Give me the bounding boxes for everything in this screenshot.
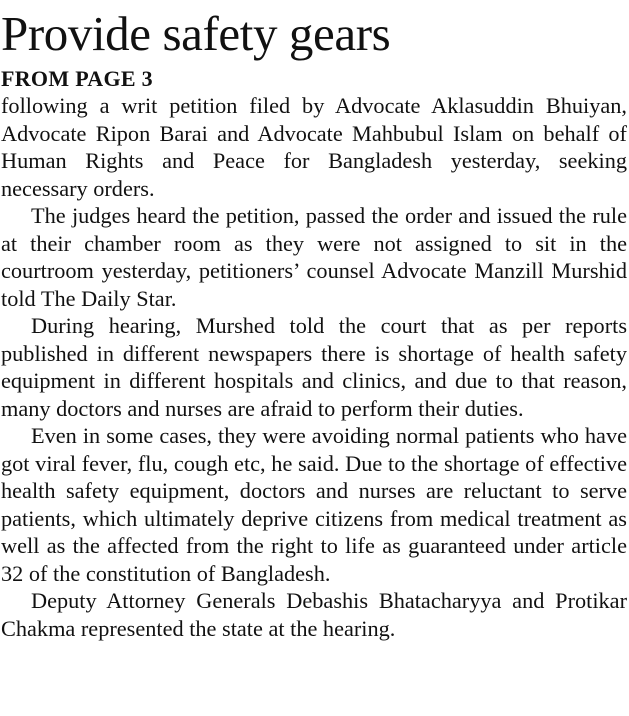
paragraph: Even in some cases, they were avoiding normal patients who have got viral fever, flu, cough etc, he said. Due to the shortage of effective health safety equipment, doctors and nurses are reluctant to serve patients, which ultimately deprive citizens from medical treatment as well as the affected from the right to life as guaranteed under article 32 of the constitution of Bangladesh. [1, 423, 627, 586]
paragraph: following a writ petition filed by Advocate Aklasuddin Bhuiyan, Advocate Ripon Barai and Advocate Mahbubul Islam on behalf of Human Rights and Peace for Bangladesh yesterday, seeking necessary orders. [1, 93, 627, 201]
paragraph: Deputy Attorney Generals Debashis Bhatacharyya and Protikar Chakma represented the state at the hearing. [1, 588, 627, 641]
continuation-label: FROM PAGE 3 [1, 66, 153, 91]
article-body [1, 92, 627, 642]
news-article [1, 4, 627, 642]
paragraph: During hearing, Murshed told the court that as per reports published in different newspapers there is shortage of health safety equipment in different hospitals and clinics, and due to that reason, many doctors and nurses are afraid to perform their duties. [1, 313, 627, 421]
headline: Provide safety gears [1, 6, 391, 61]
paragraph: The judges heard the petition, passed the order and issued the rule at their chamber room as they were not assigned to sit in the courtroom yesterday, petitioners’ counsel Advocate Manzill Murshid told The Daily Star. [1, 203, 627, 311]
